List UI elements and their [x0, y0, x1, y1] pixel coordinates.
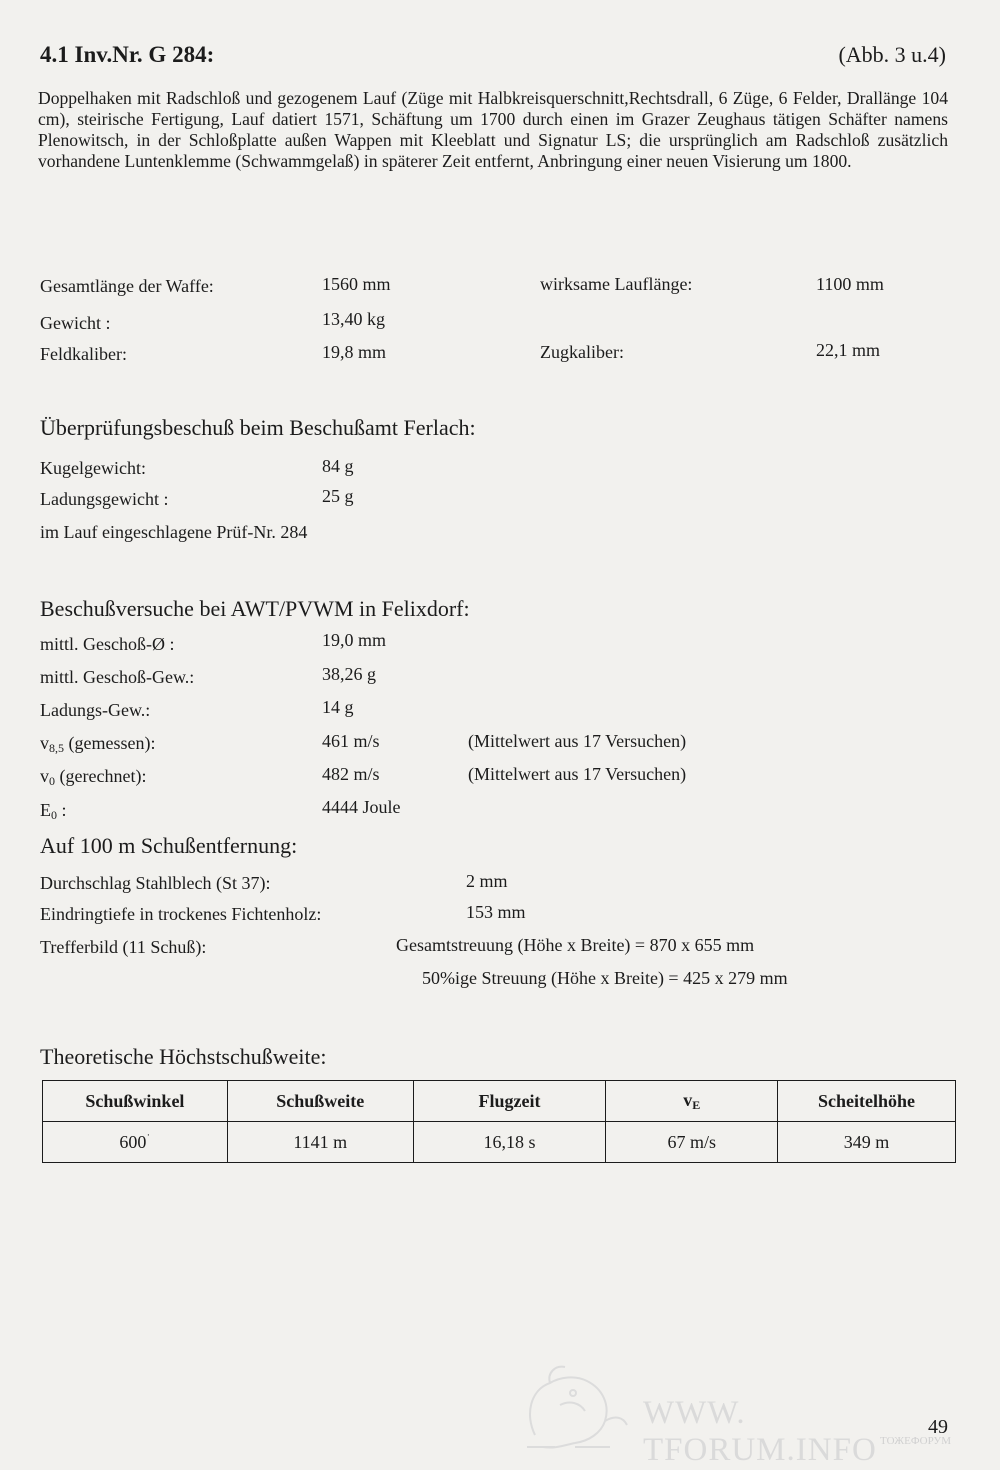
length-label: Gesamtlänge der Waffe:: [40, 276, 214, 296]
v0-value: 482 m/s: [322, 764, 380, 784]
group-total-spread: Gesamtstreuung (Höhe x Breite) = 870 x 655 mm: [396, 935, 755, 955]
diameter-label: mittl. Geschoß-Ø :: [40, 634, 175, 654]
inventory-heading: 4.1 Inv.Nr. G 284:: [40, 42, 215, 67]
charge-weight-value: 25 g: [322, 486, 354, 506]
length-value: 1560 mm: [322, 274, 391, 294]
table-cell: 600˙: [43, 1122, 228, 1163]
e0-label: $E_0$ :: [40, 800, 67, 822]
proof-section-title: Überprüfungsbeschuß beim Beschußamt Ferlach:: [40, 415, 476, 440]
max-range-table-wrap: [42, 1080, 956, 1163]
charge-label: Ladungs-Gew.:: [40, 700, 151, 720]
projectile-weight-value: 38,26 g: [322, 664, 376, 684]
steel-penetration-value: 2 mm: [466, 871, 508, 891]
page-number: 49: [928, 1416, 948, 1438]
v0-label: $v_0$ (gerechnet):: [40, 766, 147, 788]
ball-weight-label: Kugelgewicht:: [40, 458, 146, 478]
column-header: Schußweite: [227, 1081, 413, 1122]
column-header: Schußwinkel: [43, 1081, 228, 1122]
wood-penetration-value: 153 mm: [466, 902, 526, 922]
wood-penetration-label: Eindringtiefe in trockenes Fichtenholz:: [40, 904, 322, 924]
watermark-text: WWW. TFORUM.INFO: [643, 1395, 877, 1468]
table-cell: 67 m/s: [606, 1122, 778, 1163]
v85-note: (Mittelwert aus 17 Versuchen): [468, 731, 687, 751]
column-header: $v_E$: [606, 1081, 778, 1122]
watermark-subtext: ТОЖЕФОРУМ: [880, 1435, 952, 1447]
distance-section-title: Auf 100 m Schußentfernung:: [40, 833, 298, 858]
table-header-row: [43, 1081, 956, 1122]
proof-number: im Lauf eingeschlagene Prüf-Nr. 284: [40, 522, 308, 542]
figure-reference: (Abb. 3 u.4): [838, 42, 946, 67]
tests-section-title: Beschußversuche bei AWT/PVWM in Felixdorf:: [40, 596, 470, 621]
groove-caliber-label: Zugkaliber:: [540, 342, 624, 362]
weight-value: 13,40 kg: [322, 309, 385, 329]
table-cell: 16,18 s: [413, 1122, 606, 1163]
max-range-section-title: Theoretische Höchstschußweite:: [40, 1044, 327, 1069]
e0-value: 4444 Joule: [322, 797, 401, 817]
table-cell: 349 m: [778, 1122, 956, 1163]
v0-note: (Mittelwert aus 17 Versuchen): [468, 764, 687, 784]
group-50-spread: 50%ige Streuung (Höhe x Breite) = 425 x 279 mm: [422, 968, 788, 988]
weight-label: Gewicht :: [40, 313, 111, 333]
groove-caliber-value: 22,1 mm: [816, 340, 881, 360]
barrel-length-value: 1100 mm: [816, 274, 884, 294]
table-row: [43, 1122, 956, 1163]
projectile-weight-label: mittl. Geschoß-Gew.:: [40, 667, 195, 687]
watermark: [515, 1355, 975, 1468]
diameter-value: 19,0 mm: [322, 630, 387, 650]
barrel-length-label: wirksame Lauflänge:: [540, 274, 693, 294]
steel-penetration-label: Durchschlag Stahlblech (St 37):: [40, 873, 271, 893]
v85-value: 461 m/s: [322, 731, 380, 751]
ball-weight-value: 84 g: [322, 456, 354, 476]
v85-label: $v_{8,5}$ (gemessen):: [40, 733, 156, 755]
field-caliber-value: 19,8 mm: [322, 342, 387, 362]
table-cell: 1141 m: [227, 1122, 413, 1163]
lion-logo-icon: [515, 1355, 635, 1455]
charge-weight-label: Ladungsgewicht :: [40, 489, 169, 509]
column-header: Flugzeit: [413, 1081, 606, 1122]
group-label: Trefferbild (11 Schuß):: [40, 937, 207, 957]
charge-value: 14 g: [322, 697, 354, 717]
section-heading: [40, 42, 946, 76]
field-caliber-label: Feldkaliber:: [40, 344, 127, 364]
description-paragraph: Doppelhaken mit Radschloß und gezogenem Lauf (Züge mit Halbkreisquerschnitt,Rechtsdrall, 6 Züge, 6 Felder, Drallänge 104 cm), steirische Fertigung, Lauf datiert 1571, Schäftung um 1700 durch einen im Grazer Zeughaus tätigen Schäfter namens Plenowitsch, in der Schloßplatte außen Wappen mit Kleeblatt und Signatur LS; die ursprünglich am Radschloß zusätzlich vorhandene Luntenklemme (Schwammgelaß) in späterer Zeit entfernt, Anbringung einer neuen Visierung um 1800.: [38, 88, 948, 171]
column-header: Scheitelhöhe: [778, 1081, 956, 1122]
max-range-table: [42, 1080, 956, 1163]
